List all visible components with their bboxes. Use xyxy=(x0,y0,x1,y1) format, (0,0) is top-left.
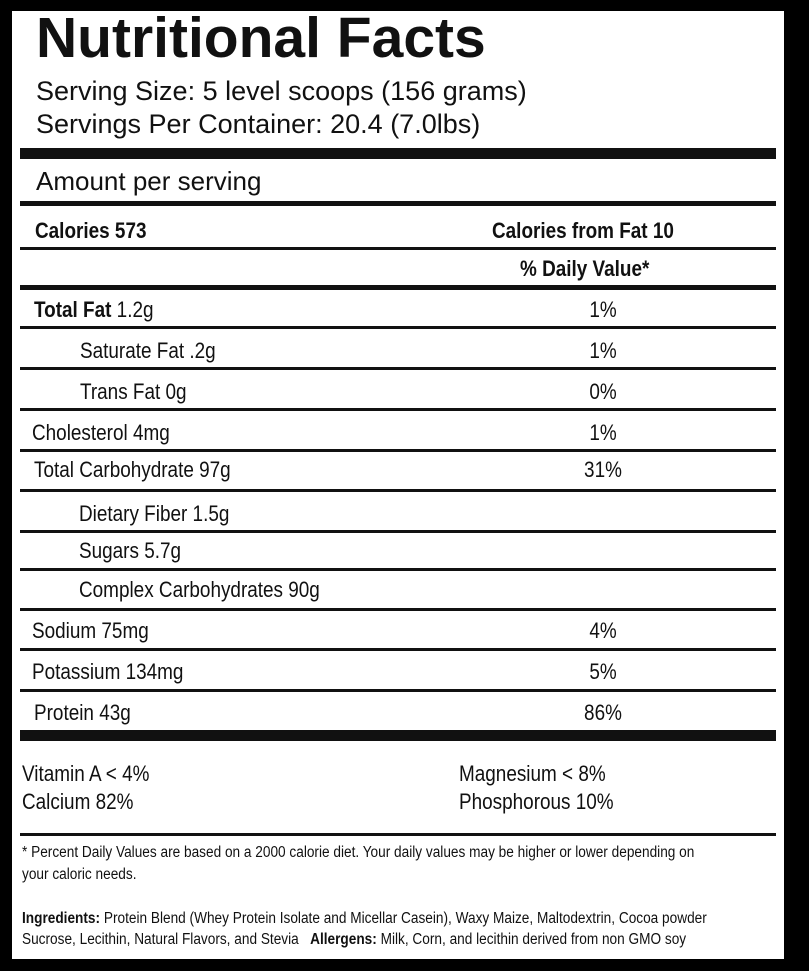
calories-from-fat: Calories from Fat 10 xyxy=(492,218,674,243)
nutrient-label: 1.2g xyxy=(111,297,154,322)
nutrient-cholesterol: Cholesterol 4mg xyxy=(32,420,170,445)
ingredients-line-2 xyxy=(22,931,686,949)
nutrient-pct: 1% xyxy=(589,297,617,322)
divider xyxy=(20,449,776,452)
daily-value-footnote-cont: your caloric needs. xyxy=(22,866,137,883)
divider xyxy=(20,489,776,492)
divider xyxy=(20,608,776,611)
divider xyxy=(20,833,776,836)
nutrient-pct: 5% xyxy=(589,659,617,684)
amount-per-serving: Amount per serving xyxy=(36,166,262,196)
daily-value-footnote: * Percent Daily Values are based on a 2000 calorie diet. Your daily values may be higher or lower depending on xyxy=(22,844,695,861)
divider xyxy=(20,568,776,571)
phosphorous: Phosphorous 10% xyxy=(459,789,614,814)
divider xyxy=(20,408,776,411)
nutrient-total-fat xyxy=(34,297,154,323)
daily-value-header: % Daily Value* xyxy=(520,256,650,281)
ingredients-text-cont: Sucrose, Lecithin, Natural Flavors, and Stevia xyxy=(22,931,299,948)
divider xyxy=(20,648,776,651)
servings-per-container: Servings Per Container: 20.4 (7.0lbs) xyxy=(36,109,481,139)
divider xyxy=(20,530,776,533)
divider xyxy=(20,247,776,250)
nutrient-pct: 1% xyxy=(589,338,617,363)
ingredients-line-1 xyxy=(22,910,707,928)
allergens-text: Milk, Corn, and lecithin derived from non GMO soy xyxy=(376,931,687,948)
nutrient-trans-fat: Trans Fat 0g xyxy=(80,379,187,404)
divider xyxy=(20,367,776,370)
divider-thick xyxy=(20,148,776,159)
nutrient-complex-carbohydrates: Complex Carbohydrates 90g xyxy=(79,577,320,602)
divider xyxy=(20,326,776,329)
nutrient-pct: 1% xyxy=(589,420,617,445)
vitamin-a: Vitamin A < 4% xyxy=(22,761,150,786)
label-title: Nutritional Facts xyxy=(36,6,486,70)
serving-size: Serving Size: 5 level scoops (156 grams) xyxy=(36,76,527,106)
nutrient-protein: Protein 43g xyxy=(34,700,131,725)
calcium: Calcium 82% xyxy=(22,789,134,814)
nutrient-total-carbohydrate: Total Carbohydrate 97g xyxy=(34,457,231,482)
ingredients-label: Ingredients: xyxy=(22,910,101,927)
nutrient-pct: 86% xyxy=(584,700,622,725)
divider xyxy=(20,689,776,692)
nutrient-pct: 4% xyxy=(589,618,617,643)
nutrient-dietary-fiber: Dietary Fiber 1.5g xyxy=(79,501,230,526)
calories: Calories 573 xyxy=(35,218,147,243)
nutrient-sugars: Sugars 5.7g xyxy=(79,538,182,563)
divider-thick xyxy=(20,730,776,741)
nutrient-pct: 0% xyxy=(589,379,617,404)
divider xyxy=(20,285,776,290)
allergens-label: Allergens: xyxy=(310,931,377,948)
nutrition-label xyxy=(12,6,784,959)
nutrient-pct: 31% xyxy=(584,457,622,482)
nutrient-sodium: Sodium 75mg xyxy=(32,618,149,643)
nutrient-potassium: Potassium 134mg xyxy=(32,659,184,684)
nutrient-bold-label: Total Fat xyxy=(34,297,112,322)
magnesium: Magnesium < 8% xyxy=(459,761,606,786)
ingredients-text: Protein Blend (Whey Protein Isolate and Micellar Casein), Waxy Maize, Maltodextrin, Cocoa powder xyxy=(100,910,707,927)
divider xyxy=(20,201,776,206)
nutrient-saturated-fat: Saturate Fat .2g xyxy=(80,338,216,363)
